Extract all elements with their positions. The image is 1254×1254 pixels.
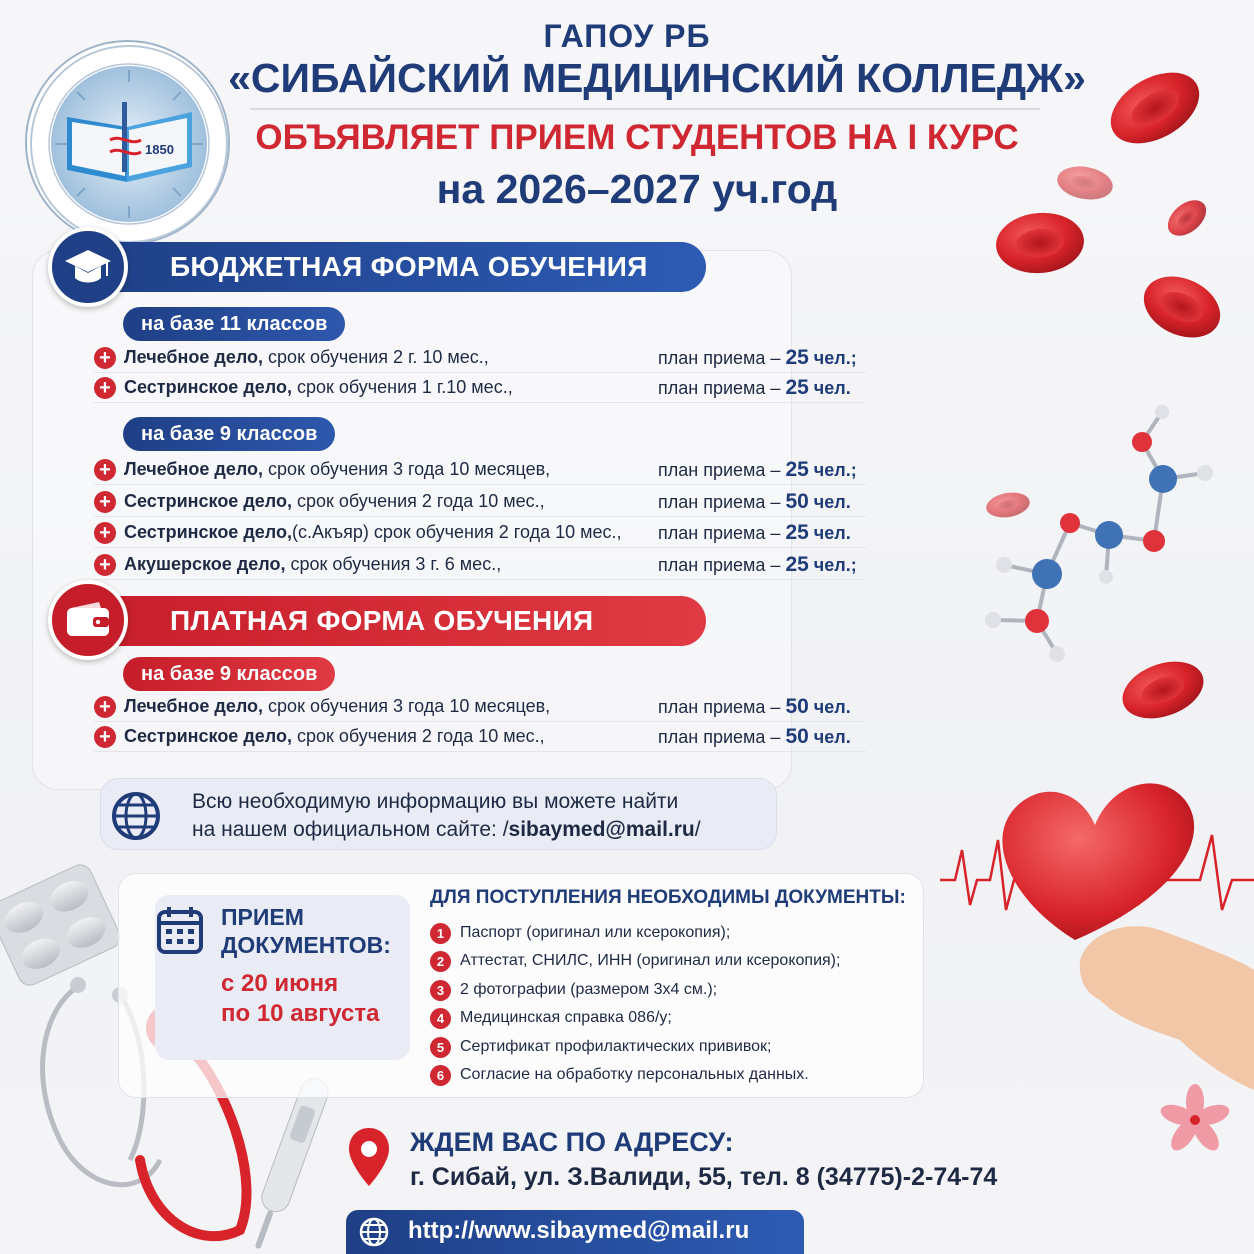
molecule-atoms bbox=[985, 405, 1213, 662]
study-duration: срок обучения 2 г. 10 мес., bbox=[263, 347, 489, 367]
globe-icon bbox=[358, 1216, 390, 1248]
wallet-icon bbox=[48, 580, 128, 660]
table-row bbox=[94, 373, 866, 403]
list-item: 3 2 фотографии (размером 3х4 см.); bbox=[430, 978, 717, 1002]
table-row bbox=[94, 487, 866, 517]
paid-group-9-label: на базе 9 классов bbox=[123, 657, 335, 691]
organization-type: ГАПОУ РБ bbox=[543, 18, 711, 54]
admission-plan: план приема – 25 чел.; bbox=[658, 552, 857, 576]
table-row bbox=[94, 550, 866, 580]
flower-icon bbox=[1158, 1084, 1232, 1155]
website-url[interactable]: http://www.sibaymed@mail.ru bbox=[408, 1217, 750, 1244]
specialty-name: Сестринское дело, bbox=[124, 726, 292, 746]
plus-icon: + bbox=[94, 696, 116, 718]
blood-cell-icon bbox=[994, 209, 1087, 276]
admission-plan: план приема – 25 чел.; bbox=[658, 345, 857, 369]
study-duration: срок обучения 3 года 10 месяцев, bbox=[263, 696, 551, 716]
pill-blister-icon bbox=[0, 861, 124, 989]
hand-icon bbox=[1080, 926, 1254, 1090]
list-item: 4 Медицинская справка 086/у; bbox=[430, 1006, 672, 1030]
address-title: ЖДЕМ ВАС ПО АДРЕСУ: bbox=[410, 1127, 734, 1157]
budget-group-9-label: на базе 9 классов bbox=[123, 417, 335, 451]
svg-text:1850: 1850 bbox=[145, 142, 174, 157]
location-pin-icon bbox=[346, 1126, 392, 1190]
table-row bbox=[94, 455, 866, 485]
study-duration: срок обучения 2 года 10 мес., bbox=[291, 726, 545, 746]
globe-icon bbox=[110, 790, 162, 842]
list-item: 5 Сертификат профилактических прививок; bbox=[430, 1035, 772, 1059]
calendar-icon bbox=[156, 905, 204, 955]
academic-year: на 2026–2027 уч.год bbox=[436, 166, 838, 212]
plus-icon: + bbox=[94, 554, 116, 576]
plus-icon: + bbox=[94, 522, 116, 544]
study-duration: (с.Акъяр) срок обучения 2 года 10 мес., bbox=[291, 522, 622, 542]
specialty-name: Лечебное дело, bbox=[124, 459, 264, 479]
specialty-name: Лечебное дело, bbox=[124, 347, 264, 367]
plus-icon: + bbox=[94, 377, 116, 399]
table-row bbox=[94, 692, 866, 722]
plus-icon: + bbox=[94, 726, 116, 748]
admission-plan: план приема – 25 чел.; bbox=[658, 457, 857, 481]
admission-start: с 20 июня bbox=[221, 970, 339, 997]
specialty-name: Сестринское дело, bbox=[124, 522, 292, 542]
paid-section-header bbox=[70, 596, 706, 646]
budget-group-11-label: на базе 11 классов bbox=[123, 307, 345, 341]
documents-title: ДЛЯ ПОСТУПЛЕНИЯ НЕОБХОДИМЫ ДОКУМЕНТЫ: bbox=[430, 887, 906, 908]
blood-cell-icon bbox=[1134, 265, 1230, 350]
plus-icon: + bbox=[94, 347, 116, 369]
specialty-name: Сестринское дело, bbox=[124, 491, 292, 511]
list-item: 2 Аттестат, СНИЛС, ИНН (оригинал или ксерокопия); bbox=[430, 949, 840, 973]
plus-icon: + bbox=[94, 459, 116, 481]
paid-section-title: ПЛАТНАЯ ФОРМА ОБУЧЕНИЯ bbox=[170, 605, 594, 636]
graduation-cap-icon bbox=[48, 227, 128, 307]
heart-icon bbox=[1002, 783, 1194, 940]
college-name: «СИБАЙСКИЙ МЕДИЦИНСКИЙ КОЛЛЕДЖ» bbox=[228, 55, 1086, 101]
announcement-title: ОБЪЯВЛЯЕТ ПРИЕМ СТУДЕНТОВ НА I КУРС bbox=[255, 118, 1019, 157]
admission-plan: план приема – 50 чел. bbox=[658, 724, 851, 748]
study-duration: срок обучения 3 года 10 месяцев, bbox=[263, 459, 551, 479]
info-line-2: на нашем официальном сайте: /sibaymed@mail.ru/ bbox=[192, 818, 701, 841]
budget-section-title: БЮДЖЕТНАЯ ФОРМА ОБУЧЕНИЯ bbox=[170, 251, 648, 282]
table-row bbox=[94, 518, 866, 548]
header-divider bbox=[250, 108, 1040, 110]
plus-icon: + bbox=[94, 491, 116, 513]
admission-dates bbox=[221, 969, 379, 1029]
admission-plan: план приема – 25 чел. bbox=[658, 520, 851, 544]
study-duration: срок обучения 3 г. 6 мес., bbox=[285, 554, 502, 574]
table-row bbox=[94, 722, 866, 752]
specialty-name: Лечебное дело, bbox=[124, 696, 264, 716]
specialty-name: Акушерское дело, bbox=[124, 554, 286, 574]
admission-end: по 10 августа bbox=[221, 1000, 380, 1027]
list-item: 6 Согласие на обработку персональных данных. bbox=[430, 1063, 809, 1087]
info-line-1: Всю необходимую информацию вы можете найти bbox=[192, 790, 679, 813]
website-info-text bbox=[192, 788, 701, 844]
table-row bbox=[94, 343, 866, 373]
specialty-name: Сестринское дело, bbox=[124, 377, 292, 397]
admission-plan: план приема – 50 чел. bbox=[658, 489, 851, 513]
admission-plan: план приема – 50 чел. bbox=[658, 694, 851, 718]
thermometer-icon bbox=[244, 1074, 332, 1253]
admission-plan: план приема – 25 чел. bbox=[658, 375, 851, 399]
study-duration: срок обучения 2 года 10 мес., bbox=[291, 491, 545, 511]
budget-section-header bbox=[70, 242, 706, 292]
study-duration: срок обучения 1 г.10 мес., bbox=[291, 377, 513, 397]
blood-cell-icon bbox=[984, 489, 1031, 520]
address-text: г. Сибай, ул. З.Валиди, 55, тел. 8 (34775)-2-74-74 bbox=[410, 1163, 998, 1191]
admission-title: ПРИЕМ ДОКУМЕНТОВ: bbox=[221, 904, 391, 958]
website-link[interactable]: sibaymed@mail.ru bbox=[508, 818, 695, 841]
list-item: 1 Паспорт (оригинал или ксерокопия); bbox=[430, 921, 730, 945]
blood-cell-icon bbox=[1115, 651, 1212, 729]
